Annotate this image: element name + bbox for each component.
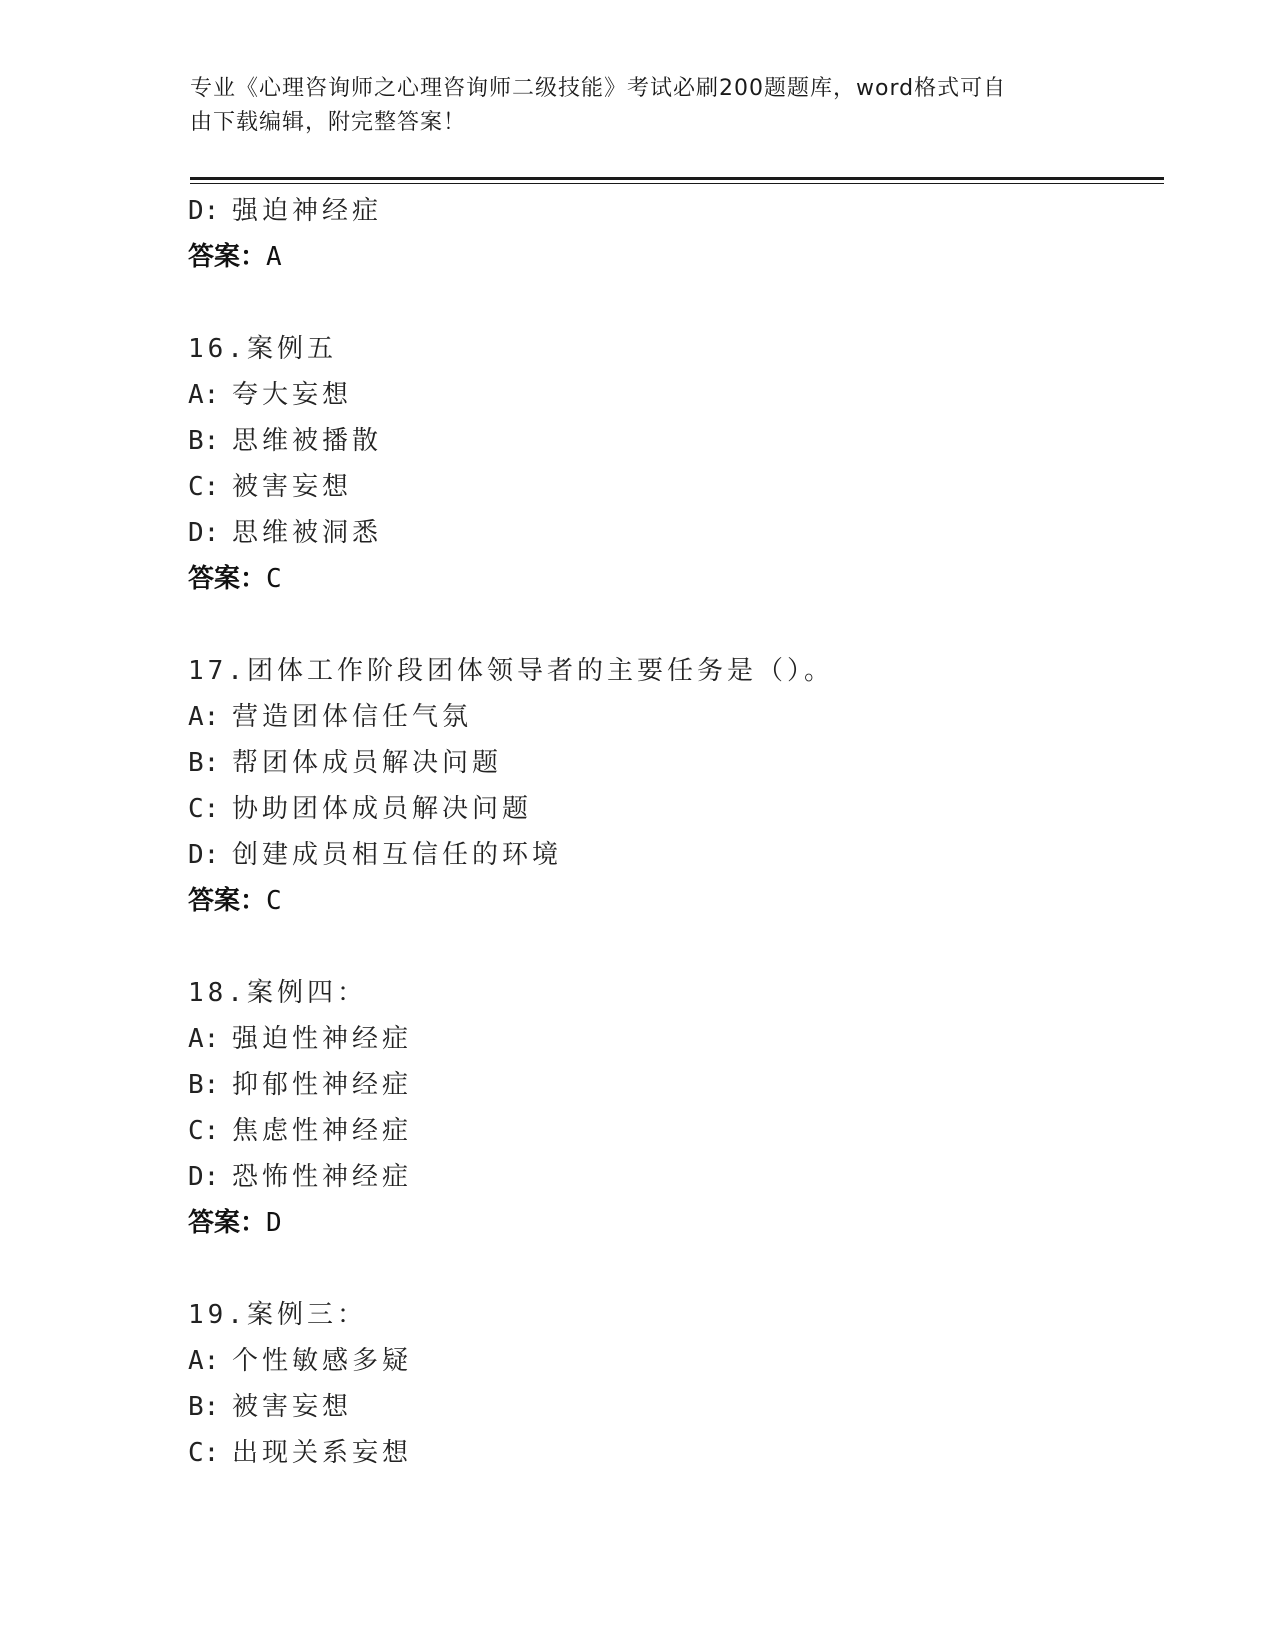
- document-header: [190, 72, 1080, 140]
- option-letter: D:: [188, 840, 220, 870]
- spacer: [188, 924, 1148, 970]
- option-text: 夸大妄想: [232, 380, 353, 410]
- option-letter: A:: [188, 380, 220, 410]
- option-text: 强迫性神经症: [232, 1024, 413, 1054]
- option-c: [188, 786, 1148, 832]
- question-list: [188, 188, 1148, 1476]
- answer-label: 答案：: [188, 1208, 267, 1238]
- option-letter: C:: [188, 472, 220, 502]
- option-letter: B:: [188, 1392, 220, 1422]
- option-letter: D:: [188, 196, 220, 226]
- question-carryover: [188, 188, 1148, 280]
- answer-line: [188, 556, 1148, 602]
- option-a: [188, 1016, 1148, 1062]
- option-letter: C:: [188, 794, 220, 824]
- option-letter: D:: [188, 518, 220, 548]
- answer-line: [188, 878, 1148, 924]
- header-line-1: 专业《心理咨询师之心理咨询师二级技能》考试必刷200题题库，word格式可自: [190, 76, 1007, 101]
- question-18: [188, 970, 1148, 1246]
- option-text: 创建成员相互信任的环境: [232, 840, 563, 870]
- option-text: 强迫神经症: [232, 196, 383, 226]
- option-letter: A:: [188, 1024, 220, 1054]
- option-letter: A:: [188, 1346, 220, 1376]
- option-text: 思维被洞悉: [232, 518, 383, 548]
- option-c: [188, 464, 1148, 510]
- option-text: 被害妄想: [232, 472, 353, 502]
- answer-label: 答案：: [188, 242, 267, 272]
- option-letter: C:: [188, 1116, 220, 1146]
- header-divider-thin: [190, 183, 1164, 184]
- option-b: [188, 740, 1148, 786]
- question-17: [188, 648, 1148, 924]
- option-b: [188, 418, 1148, 464]
- option-letter: B:: [188, 1070, 220, 1100]
- answer-label: 答案：: [188, 564, 267, 594]
- option-letter: B:: [188, 748, 220, 778]
- spacer: [188, 1246, 1148, 1292]
- answer-line: [188, 1200, 1148, 1246]
- option-a: [188, 372, 1148, 418]
- answer-label: 答案：: [188, 886, 267, 916]
- option-c: [188, 1108, 1148, 1154]
- option-a: [188, 694, 1148, 740]
- option-b: [188, 1384, 1148, 1430]
- answer-value: D: [266, 1208, 282, 1238]
- option-text: 焦虑性神经症: [232, 1116, 413, 1146]
- question-stem: 16.案例五: [188, 334, 337, 364]
- option-text: 帮团体成员解决问题: [232, 748, 503, 778]
- option-b: [188, 1062, 1148, 1108]
- option-d: [188, 188, 1148, 234]
- option-d: [188, 832, 1148, 878]
- option-text: 协助团体成员解决问题: [232, 794, 533, 824]
- option-letter: C:: [188, 1438, 220, 1468]
- option-a: [188, 1338, 1148, 1384]
- option-text: 抑郁性神经症: [232, 1070, 413, 1100]
- option-text: 营造团体信任气氛: [232, 702, 473, 732]
- answer-value: A: [266, 242, 282, 272]
- answer-line: [188, 234, 1148, 280]
- answer-value: C: [266, 564, 282, 594]
- option-d: [188, 510, 1148, 556]
- option-d: [188, 1154, 1148, 1200]
- option-c: [188, 1430, 1148, 1476]
- question-19: [188, 1292, 1148, 1476]
- option-letter: B:: [188, 426, 220, 456]
- question-stem: 18.案例四：: [188, 978, 367, 1008]
- header-line-2: 由下载编辑，附完整答案！: [190, 110, 467, 135]
- question-stem: 19.案例三：: [188, 1300, 367, 1330]
- spacer: [188, 602, 1148, 648]
- option-text: 被害妄想: [232, 1392, 353, 1422]
- option-text: 个性敏感多疑: [232, 1346, 413, 1376]
- option-letter: D:: [188, 1162, 220, 1192]
- spacer: [188, 280, 1148, 326]
- answer-value: C: [266, 886, 282, 916]
- header-divider-thick: [190, 177, 1164, 180]
- option-letter: A:: [188, 702, 220, 732]
- option-text: 思维被播散: [232, 426, 383, 456]
- question-stem: 17.团体工作阶段团体领导者的主要任务是（）。: [188, 656, 834, 686]
- question-16: [188, 326, 1148, 602]
- option-text: 恐怖性神经症: [232, 1162, 413, 1192]
- option-text: 出现关系妄想: [232, 1438, 413, 1468]
